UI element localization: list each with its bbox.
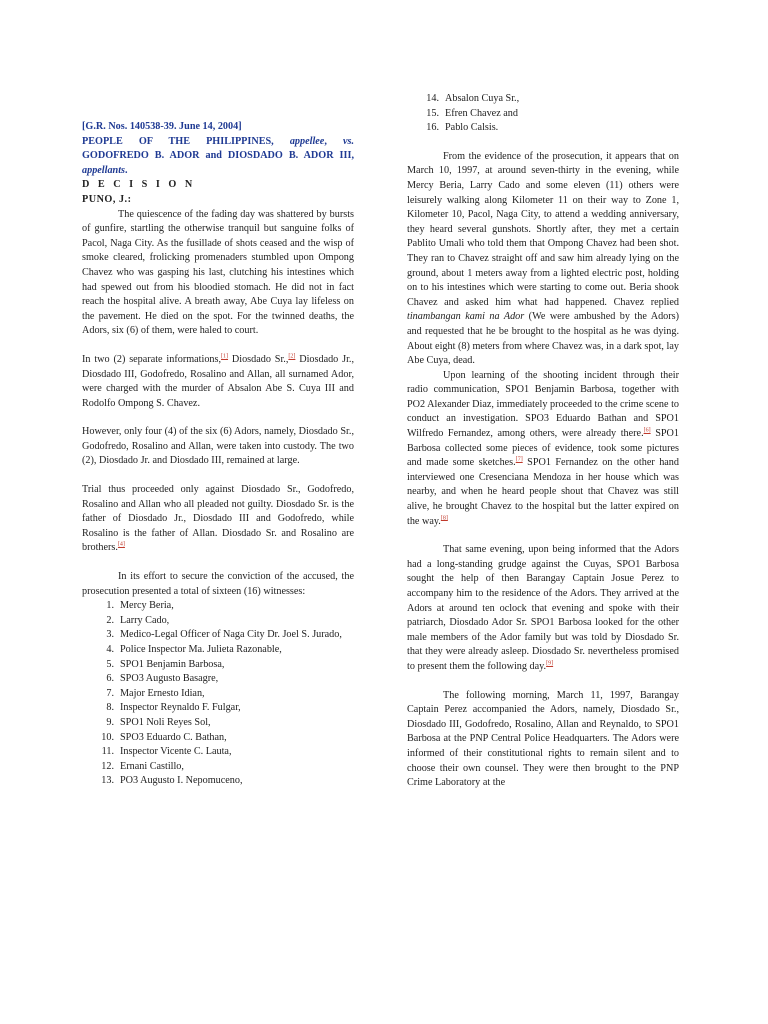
footnote-1-link[interactable]: [1] <box>221 353 229 360</box>
witness-number: 9. <box>106 716 114 728</box>
witness-list-continued <box>407 92 679 136</box>
witness-name: Efren Chavez and <box>445 107 518 119</box>
quoted-dying-declaration: tinambangan kami na Ador <box>407 311 525 323</box>
witness-number: 3. <box>106 629 114 641</box>
paragraph-4-text: Trial thus proceeded only against Diosdado Sr., Godofredo, Rosalino and Allan who all pleaded not guilty. Diosdado Sr. is the father of Diosdado Jr., Diosdado III and Godofredo, while Rosalino is the father of Allan. Diosdado Sr. and Rosalino are brothers. <box>82 484 354 554</box>
witness-name: Mercy Beria, <box>120 600 174 612</box>
paragraph-6-text-b: (We were ambushed by the Adors) and requested that he be brought to the hospital as he was dying. About eight (8) meters from where Chavez was, in a dark spot, lay Abe Cuya, dead. <box>407 311 680 367</box>
judge-name: PUNO, J.: <box>82 193 132 205</box>
right-column <box>407 92 679 791</box>
appellee-label: appellee <box>289 135 325 147</box>
witness-name: Major Ernesto Idian, <box>120 687 205 699</box>
witness-name: Larry Cado, <box>120 614 170 626</box>
paragraph-6 <box>407 150 679 369</box>
paragraph-8-text: That same evening, upon being informed that the Adors had a long-standing grudge against the Cuyas, SPO1 Barbosa sought the help of then Barangay Captain Josue Perez to accompany him to the residence of the Adors. They arrived at the Adors at around ten oclock that evening and spoke with their patriarch, Diosdado Ador Sr. SPO1 Barbosa looked for the other male members of the Ador family but was told by Diosdado Sr. that they were already asleep. Diosdado Sr. nevertheless promised to present them the following day. <box>407 544 679 672</box>
witness-name: Police Inspector Ma. Julieta Razonable, <box>120 644 282 655</box>
paragraph-1: The quiescence of the fading day was shattered by bursts of gunfire, startling the otherwise tranquil but sanguine folks of Pacol, Naga City. As the fusillade of shots ceased and the wisp of smoke cleared, frolicking promenaders stumbled upon Ompong Chavez who was gasping his last, clutching his intestines which had spewed out from his bloodied stomach. He did not in fact reach the hospital alive. A breath away, Abe Cuya lay lifeless on the pavement. He died on the spot. For the twinned deaths, the Adors, six (6) of them, were haled to court. <box>82 208 354 337</box>
witness-item <box>82 643 354 658</box>
witness-number: 8. <box>106 702 114 714</box>
witness-number: 7. <box>106 687 114 699</box>
paragraph-4 <box>82 483 354 556</box>
witness-number: 15. <box>426 107 439 119</box>
witness-name: Inspector Reynaldo F. Fulgar, <box>120 702 241 714</box>
witness-number: 11. <box>101 746 114 758</box>
people-party: PEOPLE OF THE PHILIPPINES, <box>82 135 274 147</box>
decision-heading: D E C I S I O N <box>82 179 196 191</box>
paragraph-2-text-b: Diosdado Sr., <box>228 353 289 365</box>
witness-item <box>82 599 354 614</box>
witness-name: Ernani Castillo, <box>120 760 184 772</box>
appellants-label: appellants <box>82 164 126 176</box>
witness-item <box>407 107 679 122</box>
accused-parties: GODOFREDO B. ADOR and DIOSDADO B. ADOR III, <box>82 150 354 162</box>
paragraph-7 <box>407 369 679 530</box>
paragraph-3: However, only four (4) of the six (6) Adors, namely, Diosdado Sr., Godofredo, Rosalino and Allan, were taken into custody. The two (2), Diosdado Jr. and Diosdado III, remained at large. <box>82 426 354 467</box>
witness-item <box>82 701 354 716</box>
witness-item <box>407 121 679 136</box>
footnote-7-link[interactable]: [7] <box>515 456 523 463</box>
witness-item <box>82 760 354 775</box>
witness-number: 13. <box>101 775 114 787</box>
paragraph-7-text-a: Upon learning of the shooting incident through their radio communication, SPO1 Benjamin Barbosa, together with PO2 Alexander Diaz, immediately proceeded to the crime scene to conduct an investigation. SPO3 Eduardo Bathan and SPO1 Wilfredo Fernandez, among others, were already there. <box>407 369 679 440</box>
footnote-8-link[interactable]: [8] <box>440 515 448 522</box>
witness-number: 5. <box>106 658 114 670</box>
witness-item <box>82 672 354 687</box>
left-column <box>82 120 354 789</box>
witness-item <box>82 731 354 746</box>
witness-item <box>82 774 354 789</box>
footnote-9-link[interactable]: [9] <box>546 660 554 667</box>
paragraph-6-text-a: From the evidence of the prosecution, it appears that on March 10, 1997, at around seven-thirty in the evening, while Mercy Beria, Larry Cado and some eleven (11) others were leisurely walking along Kilometer 11 on their way to Zone 1, Kilometer 10, Pacol, Naga City, to attend a wedding anniversary, they heard several gunshots. Shortly after, they met a certain Pablito Umali who told them that Ompong Chavez had been shot. They ran to Chavez straight off and saw him already lying on the ground, about 1 meters away from a lighted electric post, holding on to his intestines which were starting to come out. Beria shook Chavez and asked him what had happened. Chavez replied <box>407 150 679 308</box>
paragraph-2-text-c: Diosdado Jr., Diosdado III, Godofredo, Rosalino and Allan, all surnamed Ador, were charged with the murder of Absalon Abe S. Cuya III and Rodolfo Ompong S. Chavez. <box>82 353 355 409</box>
witness-item <box>82 745 354 760</box>
witness-number: 2. <box>106 614 114 626</box>
witness-item <box>82 628 354 643</box>
witness-number: 6. <box>106 673 114 685</box>
paragraph-7-text-c: SPO1 Fernandez on the other hand interviewed one Cresenciana Mendoza in her house which was nearby, and when he heard people shout that Chavez was still alive, he brought Chavez to the hospital but the latter expired on the way. <box>407 457 679 527</box>
case-number: [G.R. Nos. 140538-39. June 14, 2004] <box>82 121 242 132</box>
witness-item <box>407 92 679 107</box>
paragraph-9: The following morning, March 11, 1997, Barangay Captain Perez accompanied the Adors, namely, Diosdado Sr., Diosdado III, Godofredo, Rosalino, Allan and Reynaldo, to SPO1 Barbosa at the PNP Central Police Headquarters. The Adors were informed of their constitutional rights to remain silent and to choose their own counsel. They were then brought to the PNP Crime Laboratory at the <box>407 689 679 789</box>
witness-name: Inspector Vicente C. Lauta, <box>120 746 232 758</box>
witness-name: SPO1 Noli Reyes Sol, <box>120 716 211 728</box>
witness-number: 1. <box>106 600 114 612</box>
witness-name: PO3 Augusto I. Nepomuceno, <box>120 775 243 787</box>
witness-item <box>82 716 354 731</box>
footnote-6-link[interactable]: [6] <box>643 427 651 434</box>
witness-number: 10. <box>101 731 114 743</box>
witness-item <box>82 687 354 702</box>
witness-name: SPO1 Benjamin Barbosa, <box>120 658 225 670</box>
paragraph-2 <box>82 353 354 411</box>
paragraph-8 <box>407 543 679 674</box>
paragraph-7-text-b: SPO1 Barbosa collected some pieces of evidence, took some pictures and made some sketches. <box>407 428 679 469</box>
case-parties: PEOPLE OF THE PHILIPPINES, appellee, vs. GODOFREDO B. ADOR and DIOSDADO B. ADOR III, appellants. <box>82 135 354 176</box>
witness-name: SPO3 Eduardo C. Bathan, <box>120 731 227 743</box>
witness-number: 12. <box>101 760 114 772</box>
footnote-4-link[interactable]: [4] <box>117 542 125 549</box>
footnote-2-link[interactable]: [2] <box>288 353 296 360</box>
witness-number: 14. <box>426 93 439 104</box>
witness-item <box>82 658 354 673</box>
witness-number: 16. <box>426 122 439 134</box>
witness-list <box>82 599 354 789</box>
paragraph-2-text-a: In two (2) separate informations, <box>82 353 222 365</box>
witness-name: SPO3 Augusto Basagre, <box>120 673 219 685</box>
witness-name: Medico-Legal Officer of Naga City Dr. Joel S. Jurado, <box>120 629 342 641</box>
witness-name: Pablo Calsis. <box>445 122 499 134</box>
witness-item <box>82 614 354 629</box>
versus-label: vs. <box>342 135 354 147</box>
witness-number: 4. <box>106 644 114 655</box>
paragraph-5: In its effort to secure the conviction of the accused, the prosecution presented a total of sixteen (16) witnesses: <box>82 571 354 597</box>
witness-name: Absalon Cuya Sr., <box>445 93 520 104</box>
